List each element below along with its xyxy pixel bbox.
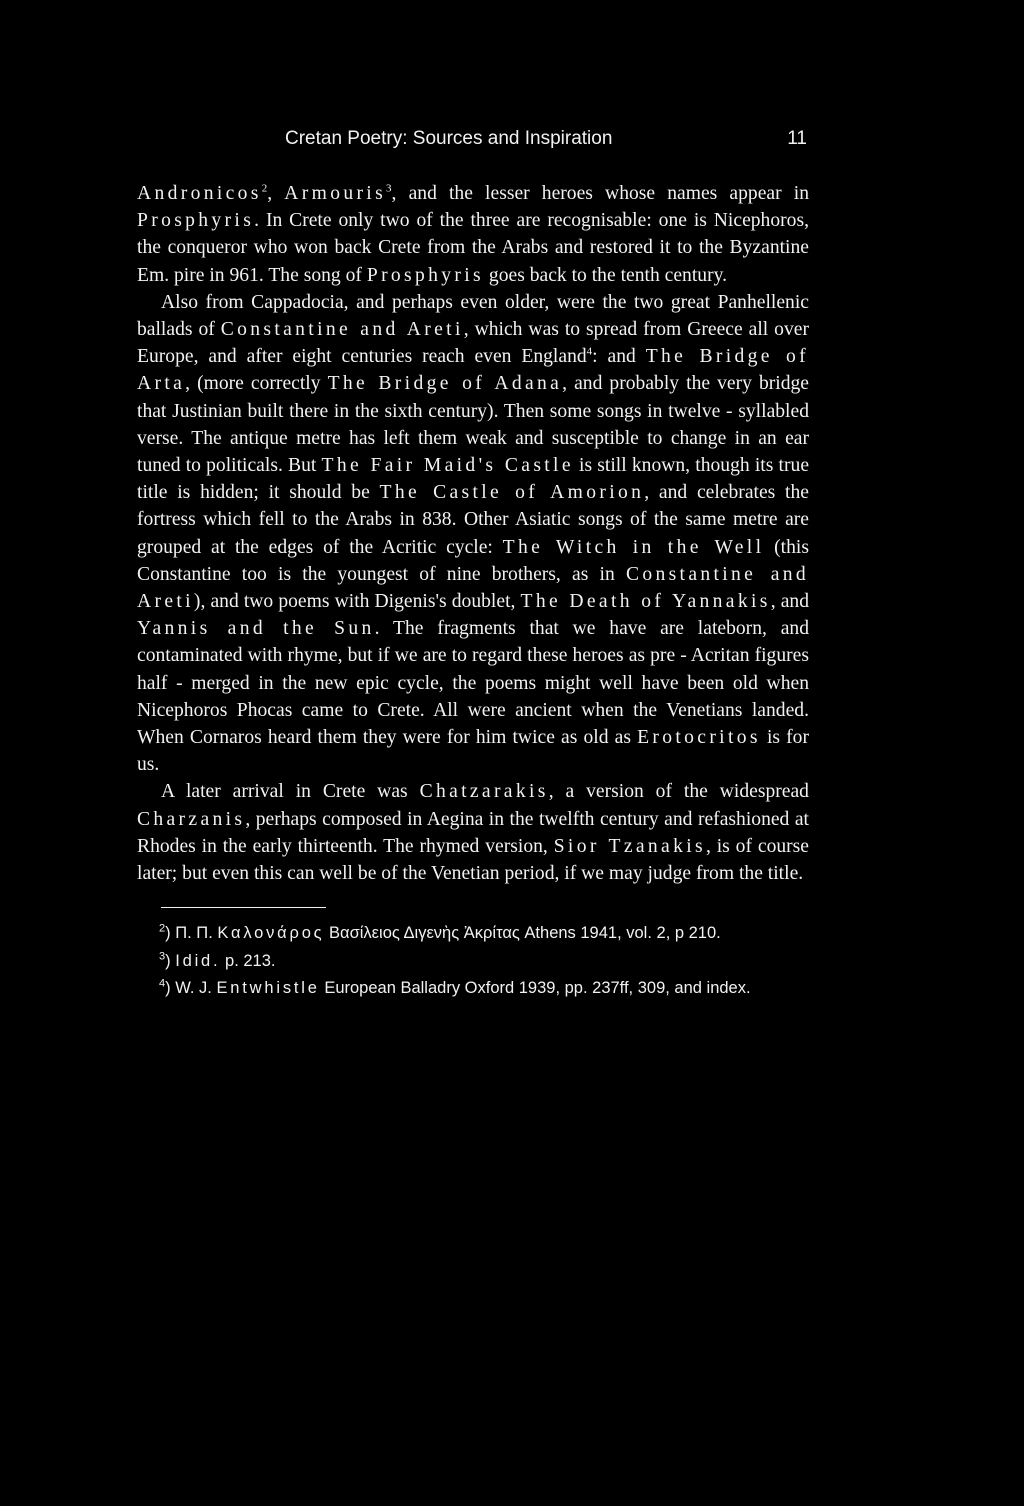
spaced-title: Entwhistle (216, 979, 320, 998)
text-run: , and (770, 591, 809, 613)
footnote (137, 948, 809, 976)
footnote-marker: 3 (159, 950, 166, 963)
text-run: ) W. J. (165, 979, 217, 998)
text-run: : and (592, 346, 646, 368)
spaced-title: The Death of Yannakis (520, 591, 771, 613)
text-run: goes back to the tenth century. (484, 264, 728, 286)
footnote-marker: 4 (159, 977, 166, 990)
spaced-title: Sior Tzanakis (553, 835, 706, 857)
spaced-title: Prosphyris (137, 210, 255, 232)
text-run: , a version of the widespread (548, 781, 809, 803)
text-run: p. 213. (220, 951, 276, 970)
footnote-marker: 2 (159, 922, 166, 935)
spaced-title: The Bridge of Adana (327, 373, 563, 395)
body-text (137, 180, 809, 887)
footnote-marker: 4 (586, 345, 593, 358)
text-run: . The fragments that we have are lateborn, and contaminated with rhyme, but if we are to regard these heroes as pre - Acritan figures half - merged in the new epic cycle, the poems might well have been old when Nicephoros Phocas came to Crete. All were ancient when the Venetians landed. When Cornaros heard them they were for him twice as old as (137, 618, 810, 749)
spaced-title: Chatzarakis (419, 781, 549, 803)
text-run: , and probably the very bridge that Justinian built there in the sixth century). Then some songs in twelve - syllabled verse. The antique metre has left them weak and susceptible to change in an ear tuned to politicals. But (137, 373, 810, 477)
footnote (137, 975, 809, 1003)
paragraph (137, 778, 809, 887)
text-run: . In Crete only two of the three are recognisable: one is Nicephoros, the conqueror who won back Crete from the Arabs and restored it to the Byzantine Em. pire in 961. The song of (137, 210, 809, 286)
footnote-marker: 3 (386, 182, 392, 195)
text-run: ) (165, 951, 176, 970)
footnote-rule (161, 907, 326, 908)
running-title: Cretan Poetry: Sources and Inspiration (285, 128, 613, 149)
text-run: is still known, though its true title is hidden; it should be (137, 455, 810, 504)
footnote (137, 920, 809, 948)
spaced-title: Constantine and Areti (220, 319, 464, 341)
text-run: Βασίλειος Διγενὴς Ἀκρίτας Athens 1941, vol. 2, p 210. (324, 924, 721, 943)
spaced-title: Constantine and Areti (137, 563, 809, 613)
page-number: 11 (787, 128, 807, 149)
text-run: , perhaps composed in Aegina in the twelfth century and refashioned at Rhodes in the early thirteenth. The rhymed version, (137, 808, 809, 857)
spaced-title: Idid. (175, 951, 221, 970)
spaced-title: The Fair Maid's Castle (321, 455, 574, 477)
text-run: (this Constantine too is the youngest of nine brothers, as in (137, 536, 809, 585)
text-run: is for us. (137, 727, 810, 776)
spaced-title: The Bridge of Arta (137, 346, 810, 395)
spaced-title: The Castle of Amorion (379, 482, 645, 504)
text-run: ) Π. Π. (165, 924, 218, 943)
footnotes (137, 920, 809, 1003)
text-run: Also from Cappadocia, and perhaps even older, were the two great Panhellenic ballads of (137, 291, 809, 341)
book-page (137, 128, 809, 1003)
text-run: , and the lesser heroes whose names appear in (391, 183, 809, 204)
text-run: , (more correctly (185, 373, 328, 395)
text-run: , which was to spread from Greece all over Europe, and after eight centuries reach even England (137, 319, 809, 368)
spaced-title: Andronicos (137, 183, 262, 204)
text-run: , (267, 183, 285, 204)
text-run: A later arrival in Crete was (161, 781, 420, 803)
footnote-marker: 2 (261, 182, 268, 195)
spaced-title: Prosphyris (366, 264, 484, 286)
spaced-title: Armouris (284, 183, 387, 204)
paragraph (137, 180, 809, 289)
spaced-title: The Witch in the Well (502, 536, 765, 558)
text-run: ), and two poems with Digenis's doublet, (193, 591, 521, 613)
spaced-title: Charzanis (137, 808, 246, 830)
paragraph (137, 289, 809, 779)
text-run: , and celebrates the fortress which fell to the Arabs in 838. Other Asiatic songs of the same metre are grouped at the edges of the Acritic cycle: (137, 482, 809, 558)
text-run: European Balladry Oxford 1939, pp. 237ff, 309, and index. (319, 979, 751, 998)
spaced-title: Yannis and the Sun (137, 618, 375, 640)
spaced-title: Erotocritos (637, 727, 761, 749)
text-run: , is of course later; but even this can well be of the Venetian period, if we may judge from the title. (137, 835, 810, 885)
running-head (137, 128, 809, 158)
spaced-title: Καλονάρος (217, 924, 325, 943)
